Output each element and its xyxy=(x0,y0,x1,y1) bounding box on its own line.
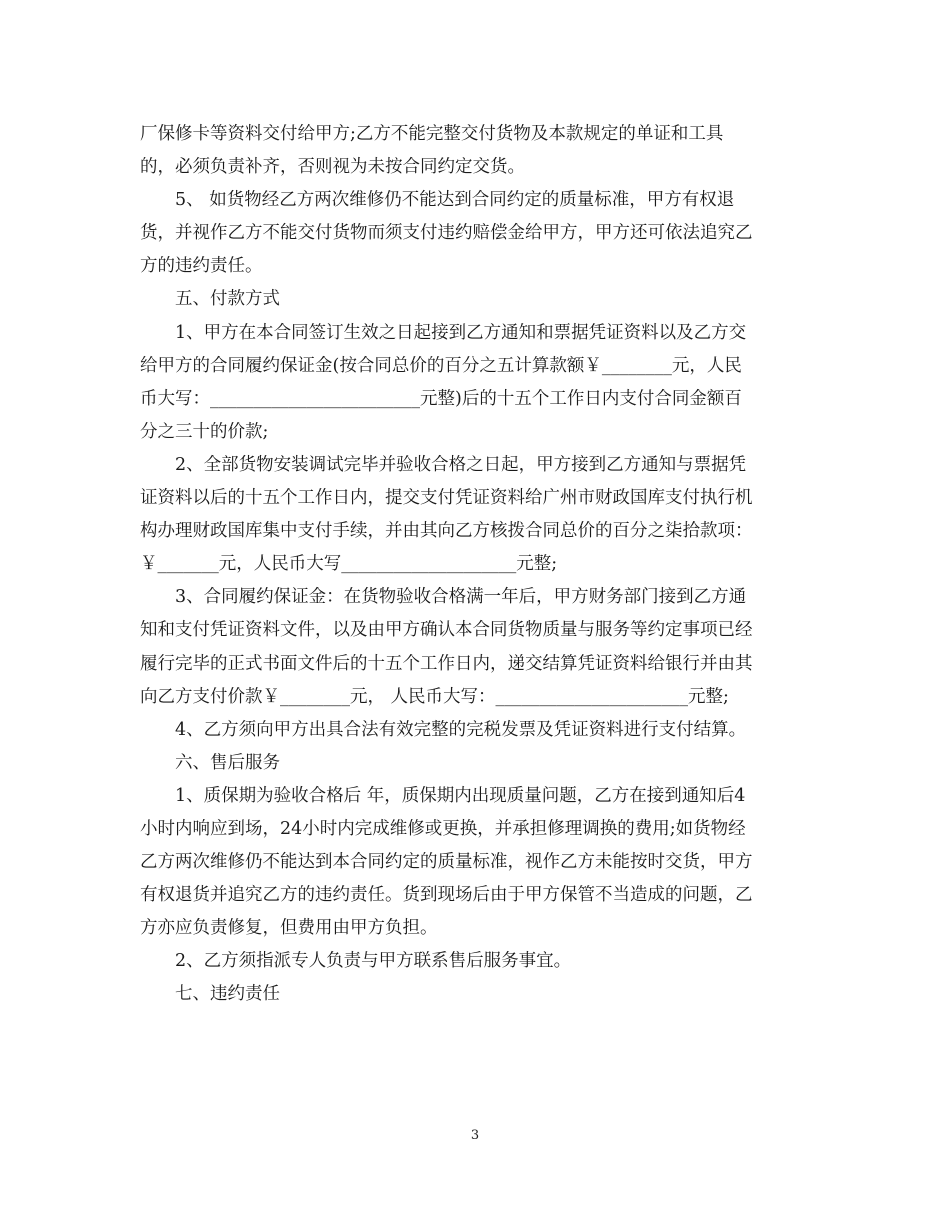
text-line: 知和支付凭证资料文件，以及由甲方确认本合同货物质量与服务等约定事项已经 xyxy=(140,620,753,641)
section-heading: 五、付款方式 xyxy=(175,289,280,310)
text-line: 乙方两次维修仍不能达到本合同约定的质量标准，视作乙方未能按时交货，甲方 xyxy=(140,852,753,873)
text-line: 方的违约责任。 xyxy=(140,256,263,277)
text-line: 5、 如货物经乙方两次维修仍不能达到合同约定的质量标准，甲方有权退 xyxy=(175,190,735,211)
text-line: 货，并视作乙方不能交付货物而须支付违约赔偿金给甲方，甲方还可依法追究乙 xyxy=(140,223,753,244)
text-line: 向乙方支付价款￥________元， 人民币大写：______________________元整; xyxy=(140,686,729,707)
text-line: 币大写：________________________元整)后的十五个工作日内支付合同金额百 xyxy=(140,388,742,409)
text-line: 厂保修卡等资料交付给甲方;乙方不能完整交付货物及本款规定的单证和工具 xyxy=(140,124,724,144)
text-line: 1、甲方在本合同签订生效之日起接到乙方通知和票据凭证资料以及乙方交 xyxy=(175,322,747,343)
text-line: 有权退货并追究乙方的违约责任。货到现场后由于甲方保管不当造成的问题，乙 xyxy=(140,885,753,906)
section-heading: 六、售后服务 xyxy=(175,752,280,773)
section-heading: 七、违约责任 xyxy=(175,984,280,1005)
text-line: 分之三十的价款; xyxy=(140,421,269,442)
text-line: 2、乙方须指派专人负责与甲方联系售后服务事宜。 xyxy=(175,951,572,972)
text-line: 2、全部货物安装调试完毕并验收合格之日起，甲方接到乙方通知与票据凭 xyxy=(175,454,747,475)
text-line: 履行完毕的正式书面文件后的十五个工作日内，递交结算凭证资料给银行并由其 xyxy=(140,653,753,674)
text-line: 的，必须负责补齐，否则视为未按合同约定交货。 xyxy=(140,157,525,178)
text-line: 1、质保期为验收合格后 年，质保期内出现质量问题，乙方在接到通知后4 xyxy=(175,785,746,806)
text-line: 构办理财政国库集中支付手续，并由其向乙方核拨合同总价的百分之柒拾款项： xyxy=(140,521,753,542)
page-number: 3 xyxy=(470,1128,480,1143)
document-body xyxy=(140,118,812,1012)
text-line: 证资料以后的十五个工作日内，提交支付凭证资料给广州市财政国库支付执行机 xyxy=(140,488,753,509)
text-line: ￥_______元，人民币大写____________________元整; xyxy=(140,554,558,575)
text-line: 小时内响应到场，24小时内完成维修或更换，并承担修理调换的费用;如货物经 xyxy=(140,818,746,839)
text-line: 4、乙方须向甲方出具合法有效完整的完税发票及凭证资料进行支付结算。 xyxy=(175,719,747,740)
text-line: 方亦应负责修复，但费用由甲方负担。 xyxy=(140,918,438,939)
text-line: 3、合同履约保证金：在货物验收合格满一年后，甲方财务部门接到乙方通 xyxy=(175,587,747,608)
text-line: 给甲方的合同履约保证金(按合同总价的百分之五计算款额￥________元，人民 xyxy=(140,355,742,376)
